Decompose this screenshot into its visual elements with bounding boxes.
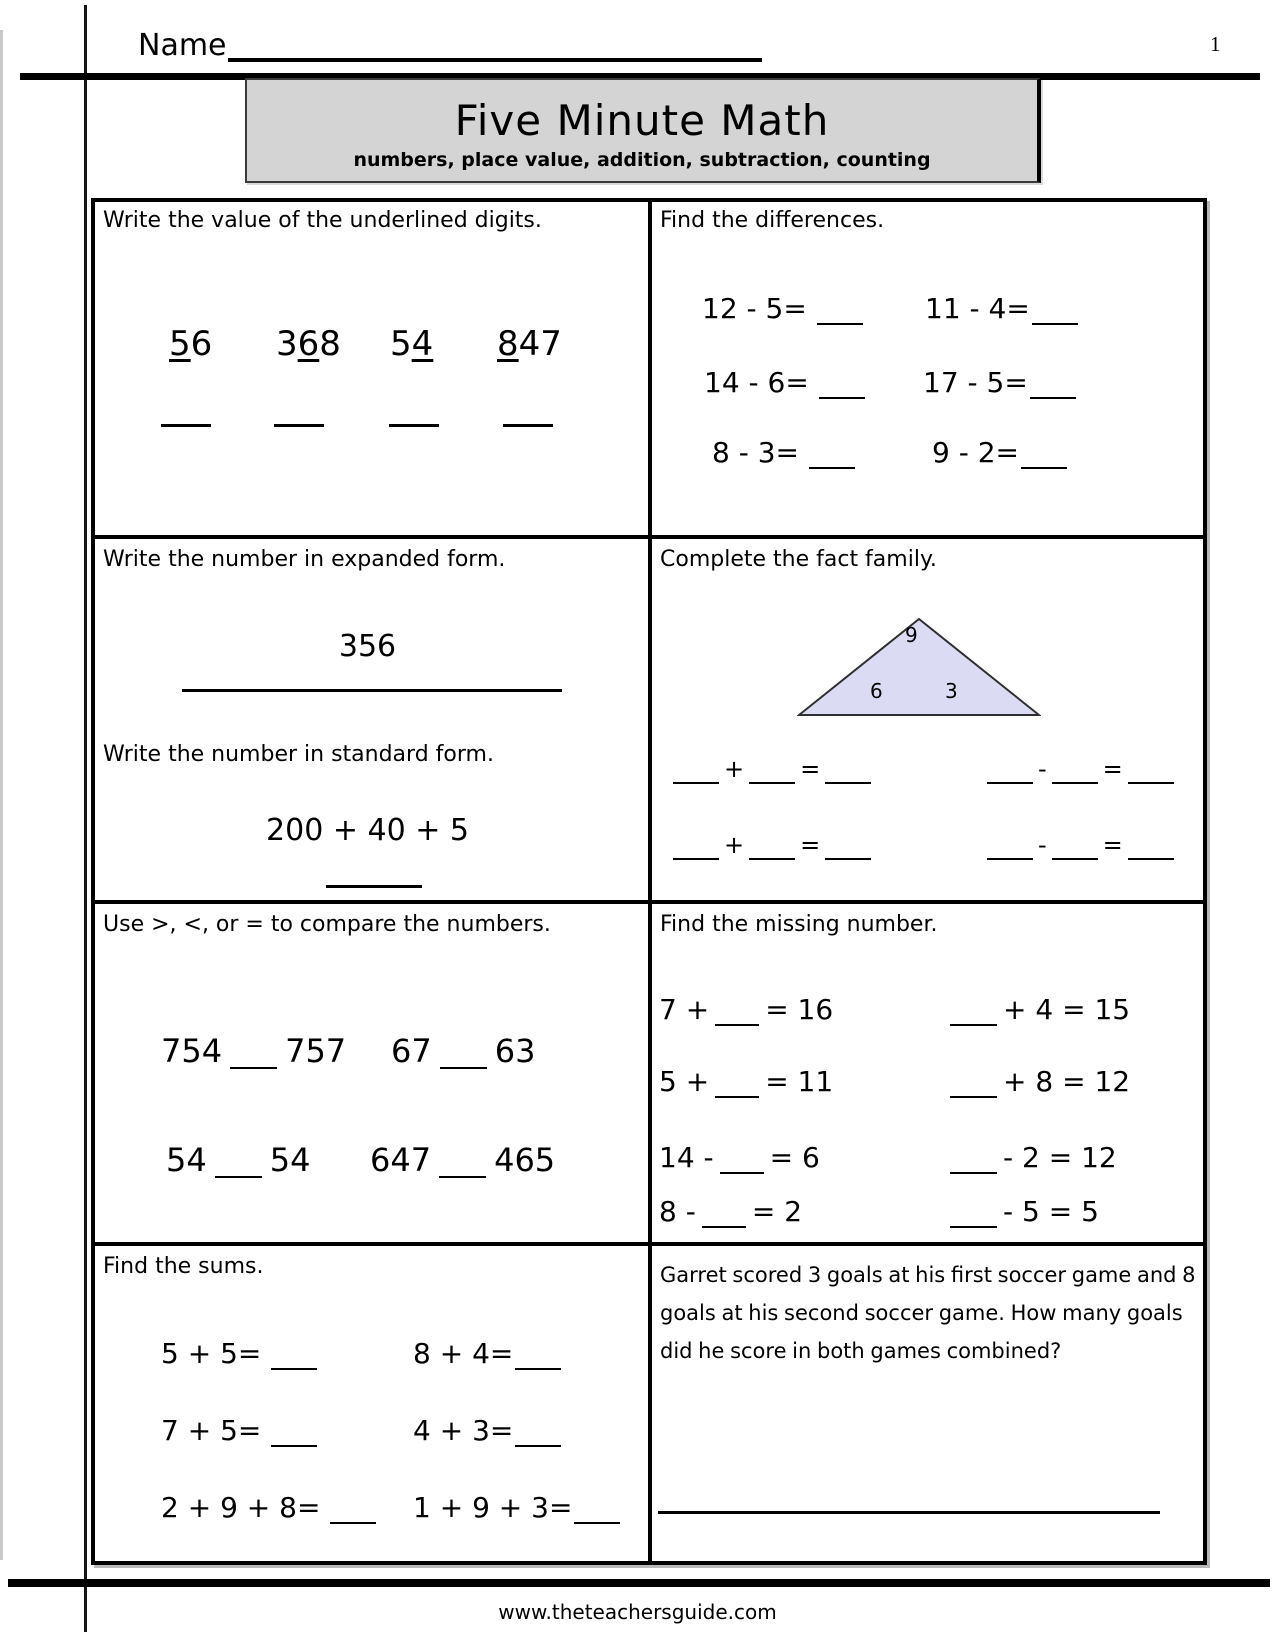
digits: 6	[190, 324, 213, 364]
given-expression: 200 + 40 + 5	[266, 813, 469, 848]
name-label: Name	[138, 28, 227, 63]
number: 757	[285, 1032, 347, 1070]
answer-blank	[819, 396, 865, 399]
problem	[413, 1491, 620, 1524]
answer-blank	[1052, 781, 1098, 784]
problem	[923, 366, 1076, 399]
expression: 9 - 2=	[932, 436, 1019, 469]
box-underlined-digits	[95, 202, 652, 539]
plus-operator: +	[724, 755, 745, 783]
answer-blank	[515, 1367, 561, 1370]
compare-pair	[391, 1032, 535, 1070]
expression: 7 + 5=	[161, 1414, 262, 1447]
number: 67	[391, 1032, 432, 1070]
underlined-digit: 8	[497, 324, 519, 364]
answer-blank	[715, 1095, 759, 1098]
compare-pair	[161, 1032, 346, 1070]
answer-line	[326, 885, 422, 888]
problem	[659, 993, 833, 1026]
box-sums	[95, 1246, 652, 1561]
number: 647	[370, 1141, 432, 1179]
box-expanded-form	[95, 539, 652, 904]
plus-operator: +	[724, 831, 745, 859]
number-item	[390, 324, 433, 364]
expression: 11 - 4=	[925, 292, 1030, 325]
digits: 47	[518, 324, 562, 364]
problem	[950, 1195, 1099, 1228]
fact-triangle-shape	[799, 619, 1039, 715]
problem	[925, 292, 1078, 325]
answer-blank	[439, 1175, 486, 1178]
expression: - 5 = 5	[1003, 1195, 1099, 1228]
underlined-digit: 4	[411, 324, 434, 364]
number: 54	[166, 1141, 207, 1179]
expression: 5 +	[659, 1065, 710, 1098]
answer-blank	[817, 322, 863, 325]
answer-blank	[1128, 781, 1174, 784]
number-item	[169, 324, 212, 364]
digits: 3	[276, 324, 298, 364]
fact-equation-subtract	[982, 831, 1179, 860]
instruction: Find the sums.	[103, 1254, 264, 1279]
problem	[950, 993, 1130, 1026]
underlined-digit: 5	[169, 324, 191, 364]
problem	[659, 1195, 802, 1228]
footer-rule	[8, 1579, 1270, 1587]
worksheet-subtitle: numbers, place value, addition, subtraction, counting	[353, 149, 931, 171]
expression: = 11	[765, 1065, 834, 1098]
problem	[950, 1141, 1117, 1174]
instruction: Complete the fact family.	[660, 547, 937, 572]
margin-rule	[84, 5, 87, 1632]
answer-blank	[215, 1175, 262, 1178]
triangle-left-number: 6	[870, 679, 883, 703]
expression: 12 - 5=	[702, 292, 807, 325]
word-problem-text: Garret scored 3 goals at his first soccer game and 8 goals at his second soccer game. How many goals did he score in both games combined?	[660, 1263, 1196, 1363]
answer-blank	[515, 1444, 561, 1447]
expression: - 2 = 12	[1003, 1141, 1117, 1174]
answer-blank	[950, 1225, 997, 1228]
problem	[712, 436, 855, 469]
problem	[950, 1065, 1130, 1098]
equals-sign: =	[1102, 755, 1123, 783]
worksheet-title: Five Minute Math	[454, 96, 830, 145]
number-item	[276, 324, 341, 364]
expression: 14 -	[659, 1141, 714, 1174]
problem	[932, 436, 1067, 469]
expression: = 2	[751, 1195, 803, 1228]
answer-blank	[574, 1521, 620, 1524]
expression: 5 + 5=	[161, 1337, 262, 1370]
instruction: Find the differences.	[660, 208, 885, 233]
answer-blank	[440, 1066, 487, 1069]
instruction: Write the number in standard form.	[103, 742, 494, 767]
name-blank-line	[228, 58, 762, 62]
fact-family-triangle	[797, 617, 1041, 719]
problem	[413, 1337, 561, 1370]
instruction: Write the number in expanded form.	[103, 547, 506, 572]
instruction: Use >, <, or = to compare the numbers.	[103, 912, 551, 937]
answer-blank	[389, 424, 439, 427]
compare-pair	[166, 1141, 310, 1179]
answer-blank	[673, 781, 719, 784]
expression: 4 + 3=	[413, 1414, 514, 1447]
page-number: 1	[1210, 32, 1221, 56]
answer-blank	[825, 857, 871, 860]
equals-sign: =	[1102, 831, 1123, 859]
expression: 14 - 6=	[704, 366, 809, 399]
given-number: 356	[338, 629, 397, 664]
answer-blank	[1021, 466, 1067, 469]
answer-line	[658, 1511, 1160, 1514]
answer-blank	[809, 466, 855, 469]
box-differences	[652, 202, 1203, 539]
answer-blank	[1032, 322, 1078, 325]
expression: = 16	[765, 993, 834, 1026]
problem	[161, 1337, 317, 1370]
triangle-right-number: 3	[945, 679, 958, 703]
triangle-top-number: 9	[905, 623, 918, 647]
worksheet-title-box	[245, 78, 1041, 183]
problem	[702, 292, 863, 325]
answer-blank	[330, 1521, 376, 1524]
box-word-problem	[652, 1246, 1203, 1561]
number: 63	[494, 1032, 536, 1070]
expression: 8 + 4=	[413, 1337, 514, 1370]
box-missing-number	[652, 904, 1203, 1246]
answer-blank	[702, 1225, 746, 1228]
problem	[704, 366, 865, 399]
answer-blank	[749, 857, 795, 860]
answer-blank	[715, 1023, 759, 1026]
answer-blank	[673, 857, 719, 860]
problems-grid	[91, 198, 1207, 1565]
instruction: Write the value of the underlined digits.	[103, 208, 542, 233]
answer-blank	[274, 424, 324, 427]
expression: = 6	[769, 1141, 820, 1174]
equals-sign: =	[800, 831, 821, 859]
expression: 1 + 9 + 3=	[413, 1491, 573, 1524]
answer-blank	[1128, 857, 1174, 860]
answer-blank	[271, 1367, 317, 1370]
expression: 2 + 9 + 8=	[161, 1491, 321, 1524]
problem	[659, 1065, 833, 1098]
answer-blank	[950, 1171, 997, 1174]
answer-blank	[271, 1444, 317, 1447]
fact-equation-subtract	[982, 755, 1179, 784]
underlined-digit: 6	[297, 324, 320, 364]
answer-blank	[987, 781, 1033, 784]
fact-equation-add	[668, 831, 876, 860]
number: 465	[494, 1141, 556, 1179]
expression: + 4 = 15	[1003, 993, 1131, 1026]
digits: 5	[390, 324, 412, 364]
answer-line	[182, 689, 562, 692]
minus-operator: -	[1038, 755, 1047, 783]
fact-equation-add	[668, 755, 876, 784]
problem	[413, 1414, 561, 1447]
answer-blank	[825, 781, 871, 784]
instruction: Find the missing number.	[660, 912, 938, 937]
box-compare-numbers	[95, 904, 652, 1246]
problem	[659, 1141, 820, 1174]
number-item	[497, 324, 562, 364]
box-fact-family	[652, 539, 1203, 904]
number: 54	[269, 1141, 311, 1179]
number: 754	[161, 1032, 223, 1070]
footer-url: www.theteachersguide.com	[498, 1600, 777, 1624]
answer-blank	[950, 1095, 997, 1098]
answer-blank	[503, 424, 553, 427]
expression: 8 -	[659, 1195, 696, 1228]
digits: 8	[319, 324, 341, 364]
answer-blank	[720, 1171, 764, 1174]
expression: 17 - 5=	[923, 366, 1028, 399]
problem	[161, 1414, 317, 1447]
answer-blank	[749, 781, 795, 784]
answer-blank	[1030, 396, 1076, 399]
answer-blank	[950, 1023, 997, 1026]
expression: 7 +	[659, 993, 710, 1026]
answer-blank	[161, 424, 211, 427]
equals-sign: =	[800, 755, 821, 783]
page-edge-shading	[0, 30, 3, 1560]
answer-blank	[1052, 857, 1098, 860]
expression: + 8 = 12	[1003, 1065, 1131, 1098]
expression: 8 - 3=	[712, 436, 799, 469]
answer-blank	[987, 857, 1033, 860]
compare-pair	[370, 1141, 555, 1179]
answer-blank	[230, 1066, 277, 1069]
minus-operator: -	[1038, 831, 1047, 859]
problem	[161, 1491, 376, 1524]
